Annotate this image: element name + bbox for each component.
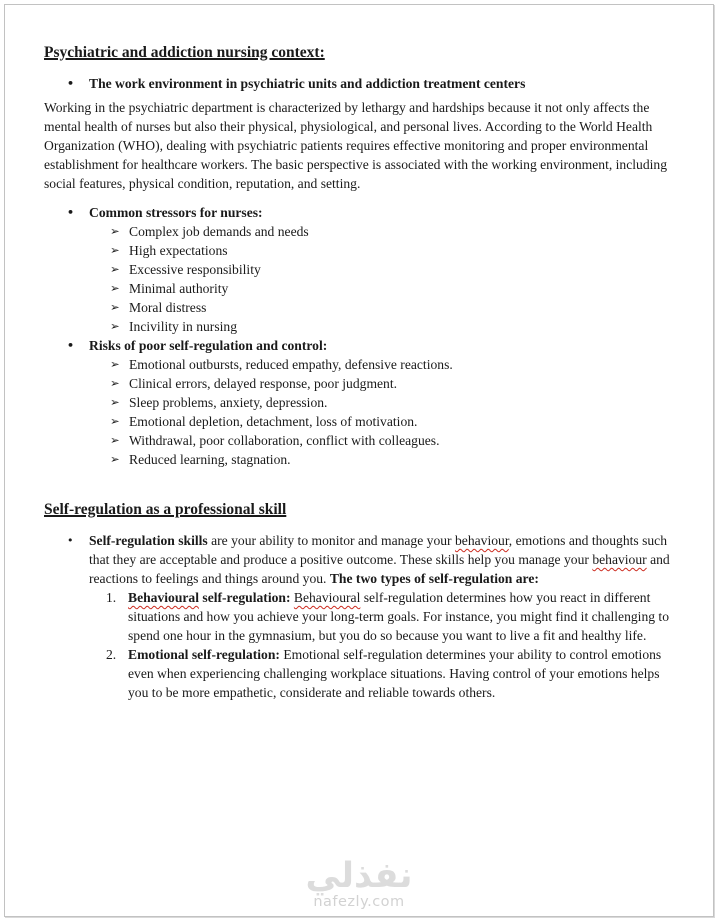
risk-item-text: Sleep problems, anxiety, depression. <box>129 395 328 410</box>
arrow-bullet-icon: ➢ <box>110 300 120 314</box>
misspelled-word: behaviour <box>592 552 647 567</box>
arrow-bullet-icon: ➢ <box>110 414 120 428</box>
misspelled-word: behaviour <box>454 533 509 548</box>
list-item <box>44 279 673 298</box>
item-body-text: Emotional self-regulation determines your ability to control emotions even when experiencing challenging workplace situations. Having control of your emotions helps you to be more empathetic, considerate and reliable towards others. <box>128 647 662 700</box>
list-item <box>44 241 673 260</box>
arrow-bullet-icon: ➢ <box>110 319 120 333</box>
arrow-bullet-icon: ➢ <box>110 357 120 371</box>
section-spacer <box>44 469 673 500</box>
intro-bold-tail: The two types of self-regulation are: <box>329 571 539 586</box>
list-item <box>44 355 673 374</box>
stressor-item-text: Incivility in nursing <box>129 319 237 334</box>
numbered-item-text <box>128 645 673 702</box>
arrow-bullet-icon: ➢ <box>110 243 120 257</box>
item-body-text: self-regulation determines how you react in different situations and how you achieve your long-term goals. For instance, you might find it challenging to spend one hour in the gymnasium, but you do so because you want to live a fit and healthy life. <box>128 590 670 643</box>
heading-self-regulation: Self-regulation as a professional skill <box>44 501 287 518</box>
arrow-bullet-icon: ➢ <box>110 376 120 390</box>
arrow-bullet-icon: ➢ <box>110 224 120 238</box>
arrow-bullet-icon: ➢ <box>110 433 120 447</box>
list-number: 1. <box>106 590 117 605</box>
document-content <box>5 5 713 702</box>
arrow-bullet-icon: ➢ <box>110 452 120 466</box>
intro-text-1: are your ability to monitor and manage your <box>207 533 455 548</box>
risk-item-text: Emotional depletion, detachment, loss of motivation. <box>129 414 418 429</box>
list-item <box>44 374 673 393</box>
document-page <box>4 4 714 917</box>
bullet-risks-text: Risks of poor self-regulation and control: <box>89 338 328 353</box>
stressor-item-text: Minimal authority <box>129 281 229 296</box>
heading-psychiatric-context: Psychiatric and addiction nursing context: <box>44 44 325 61</box>
bullet-icon: • <box>67 77 75 90</box>
numbered-item-text <box>128 588 673 645</box>
bullet-common-stressors <box>44 203 673 222</box>
bullet-icon: • <box>67 534 74 547</box>
risk-item-text: Reduced learning, stagnation. <box>129 452 291 467</box>
misspelled-word: Behavioural <box>293 590 361 605</box>
list-item <box>44 393 673 412</box>
list-item <box>44 450 673 469</box>
list-item <box>44 317 673 336</box>
list-item <box>44 412 673 431</box>
bullet-work-environment-text: The work environment in psychiatric units and addiction treatment centers <box>89 76 526 91</box>
bullet-icon: • <box>67 339 75 352</box>
stressor-item-text: Moral distress <box>129 300 207 315</box>
risk-item-text: Clinical errors, delayed response, poor judgment. <box>129 376 398 391</box>
bullet-icon: • <box>67 206 75 219</box>
bullet-self-regulation-skills <box>44 531 673 588</box>
intro-paragraph: Working in the psychiatric department is characterized by lethargy and hardships because it not only affects the mental health of nurses but also their physical, physiological, and personal lives. According to the World Health Organization (WHO), dealing with psychiatric patients requires effective monitoring and proper environmental establishment for healthcare workers. The basic perspective is associated with the working environment, including social features, physical condition, reputation, and setting. <box>44 100 667 191</box>
item-bold-label: self-regulation: <box>199 590 294 605</box>
arrow-bullet-icon: ➢ <box>110 281 120 295</box>
intro-text-3: and reactions to feelings and things around you. <box>89 552 670 586</box>
watermark <box>5 858 713 910</box>
item-bold-label: Emotional self-regulation: <box>128 647 284 662</box>
bullet-risks <box>44 336 673 355</box>
intro-bold-lead: Self-regulation skills <box>89 533 208 548</box>
stressor-item-text: Complex job demands and needs <box>129 224 309 239</box>
numbered-item-emotional <box>44 645 673 702</box>
risk-item-text: Withdrawal, poor collaboration, conflict with colleagues. <box>129 433 440 448</box>
numbered-item-behavioural <box>44 588 673 645</box>
list-number: 2. <box>106 647 117 662</box>
intro-text-2: , emotions and thoughts such that they are acceptable and produce a positive outcome. These skills help you manage your <box>89 533 668 567</box>
list-item <box>44 260 673 279</box>
risk-item-text: Emotional outbursts, reduced empathy, defensive reactions. <box>129 357 453 372</box>
list-item <box>44 222 673 241</box>
self-regulation-intro-text <box>89 531 673 588</box>
watermark-arabic-logo: نفذلي <box>305 856 413 896</box>
bullet-work-environment <box>44 74 673 93</box>
arrow-bullet-icon: ➢ <box>110 395 120 409</box>
stressor-item-text: High expectations <box>129 243 228 258</box>
bullet-common-stressors-text: Common stressors for nurses: <box>89 205 263 220</box>
stressor-item-text: Excessive responsibility <box>129 262 261 277</box>
watermark-domain-text: nafezly.com <box>313 894 405 910</box>
misspelled-word-bold: Behavioural <box>128 590 199 605</box>
arrow-bullet-icon: ➢ <box>110 262 120 276</box>
list-item <box>44 298 673 317</box>
list-item <box>44 431 673 450</box>
